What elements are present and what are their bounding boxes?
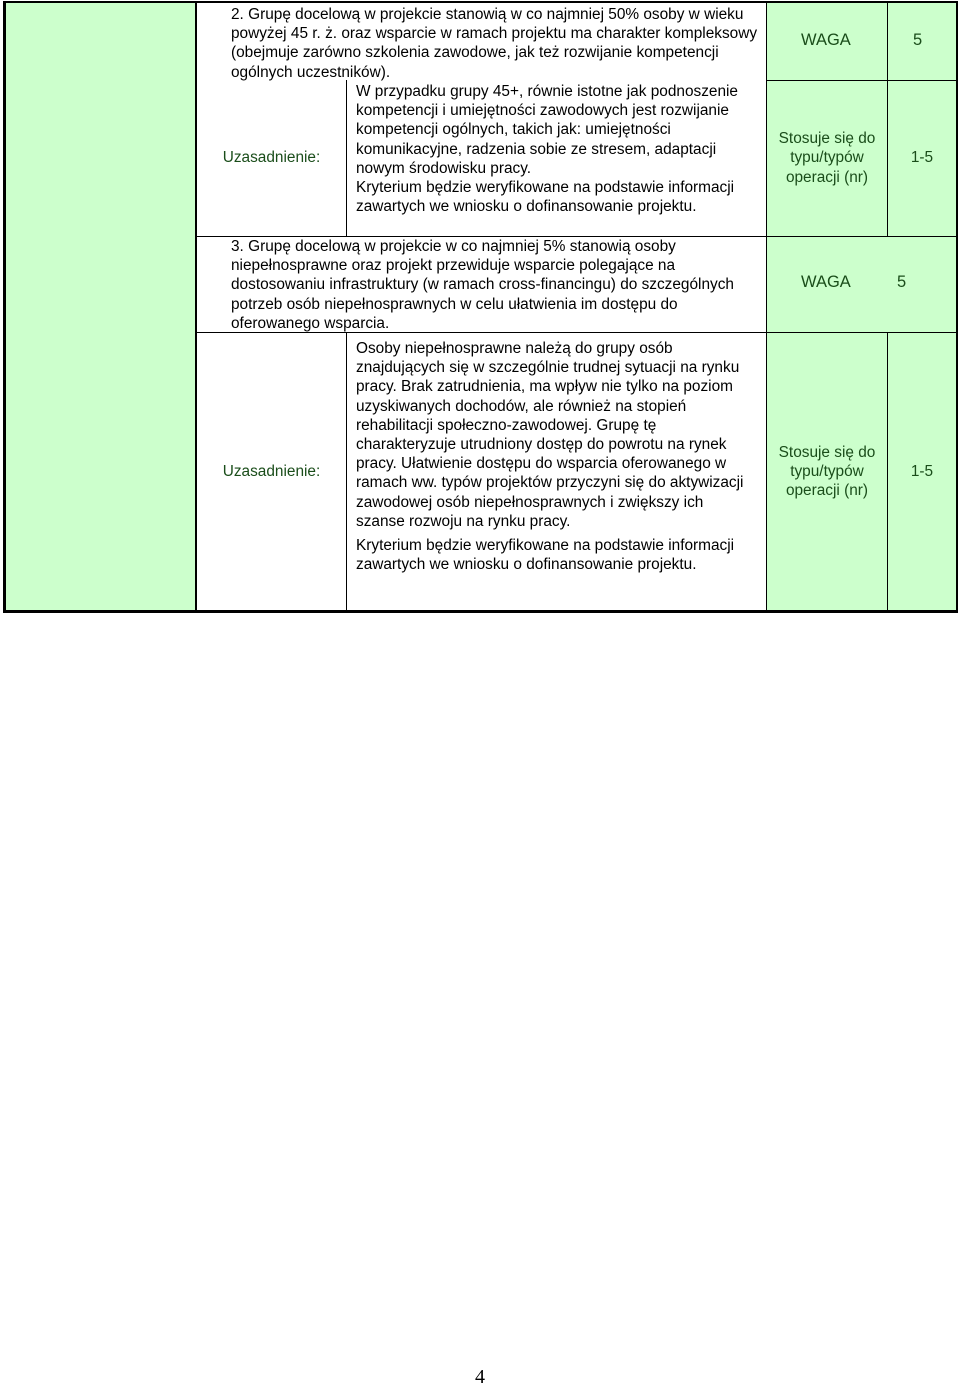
justification-2	[356, 82, 762, 216]
justification-label-2: Uzasadnienie:	[222, 149, 321, 167]
justification-2-para1: W przypadku grupy 45+, równie istotne jak podnoszenie kompetencji i umiejętności zawodowych jest rozwijanie kompetencji ogólnych, takich jak: umiejętności komunikacyjne, radzenia sobie ze stresem, adaptacji nowym środowisku pracy.	[356, 83, 738, 177]
divider-justification-2	[346, 80, 347, 236]
range-3: 1-5	[910, 462, 934, 480]
justification-3-para1: Osoby niepełnosprawne należą do grupy osób znajdujących się w szczególnie trudnej sytuacji na rynku pracy. Brak zatrudnienia, ma wpływ nie tylko na poziom uzyskiwanych dochodów, ale również na stopień rehabilitacji społeczno-zawodowej. Grupę tę charakteryzuje utrudniony dostęp do powrotu na rynek pracy. Ułatwienie dostępu do wsparcia oferowanego w ramach ww. typów projektów przyczyni się do aktywizacji zawodowej osób niepełnosprawnych i zwiększy ich szanse rozwoju na rynku pracy.	[356, 340, 744, 530]
weight-label-3: WAGA	[801, 273, 851, 291]
table-border-right	[956, 1, 958, 613]
justification-3-para2: Kryterium będzie weryfikowane na podstawie informacji zawartych we wniosku o dofinansowanie projektu.	[356, 537, 735, 574]
page-number: 4	[475, 1366, 485, 1388]
justification-3	[356, 339, 756, 574]
weight-value-2: 5	[913, 31, 923, 49]
divider-justification-3	[346, 332, 347, 611]
table-border-left	[3, 1, 6, 613]
justification-2-para2: Kryterium będzie weryfikowane na podstawie informacji zawartych we wniosku o dofinansowanie projektu.	[356, 179, 735, 216]
justification-label-3: Uzasadnienie:	[222, 462, 321, 480]
criterion-2-text: 2. Grupę docelową w projekcie stanowią w co najmniej 50% osoby w wieku powyżej 45 r. ż. oraz wsparcie w ramach projektu ma charakter kompleksowy (obejmuje zarówno szkolenia zawodowe, jak też rozwijanie kompetencji ogólnych uczestników).	[231, 6, 758, 81]
range-2: 1-5	[910, 149, 934, 167]
weight-label-2: WAGA	[801, 31, 851, 49]
left-column-cell	[5, 2, 195, 611]
criterion-3-text: 3. Grupę docelową w projekcie w co najmniej 5% stanowią osoby niepełnosprawne oraz projekt przewiduje wsparcie polegające na dostosowaniu infrastruktury (w ramach cross-financingu) do szczególnych potrzeb osób niepełnosprawnych w celu ułatwienia im dostępu do oferowanego wsparcia.	[231, 238, 734, 332]
applies-2: Stosuje się do typu/typów operacji (nr)	[778, 130, 876, 186]
weight-row-3	[767, 273, 956, 295]
weight-value-3: 5	[897, 273, 907, 291]
table-border-top	[3, 1, 958, 3]
applies-3: Stosuje się do typu/typów operacji (nr)	[778, 443, 876, 500]
weight-row-2	[767, 31, 956, 53]
